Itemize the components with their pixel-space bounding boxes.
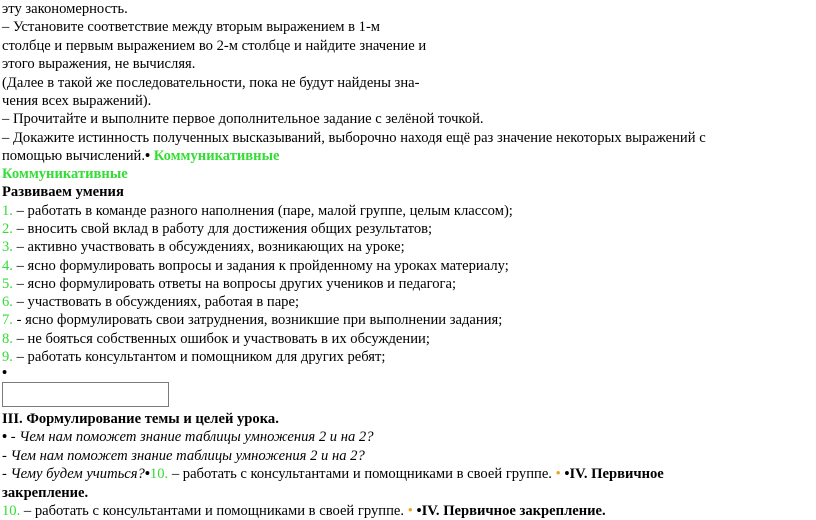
section3-heading: III. Формулирование темы и целей урока. <box>2 411 279 427</box>
intro-line-4: этого выражения, не вычисляя. <box>2 56 196 72</box>
intro-line-1: эту закономерность. <box>2 1 128 17</box>
skill-num: 4. <box>2 258 13 274</box>
question-line-3 <box>2 465 664 483</box>
intro-line-5: (Далее в такой же последовательности, пока не будут найдены зна- <box>2 75 420 91</box>
item10-text: – работать с консультантами и помощниками в своей группе. <box>168 466 556 482</box>
skill-text: – участвовать в обсуждениях, работая в паре; <box>12 294 299 310</box>
bullet-icon: • <box>416 503 422 519</box>
komm-heading: Коммуникативные <box>2 166 128 182</box>
skill-item-6 <box>2 293 299 311</box>
skill-item-7 <box>2 311 502 329</box>
skill-text: – работать консультантом и помощником для других ребят; <box>12 349 386 365</box>
skill-num: 8. <box>2 331 13 347</box>
intro-line-8: – Докажите истинность полученных высказываний, выборочно находя ещё раз значение некоторых выражений с <box>2 130 706 146</box>
bullet-icon: • <box>144 466 150 482</box>
item10-line <box>2 502 606 520</box>
skill-num: 5. <box>2 276 13 292</box>
bullet-icon: • <box>2 365 8 381</box>
question-line-1 <box>2 428 374 446</box>
intro-line-7: – Прочитайте и выполните первое дополнительное задание с зелёной точкой. <box>2 111 484 127</box>
intro-line-3: столбце и первым выражением во 2-м столбце и найдите значение и <box>2 38 427 54</box>
line9-text: помощью вычислений. <box>2 148 145 164</box>
komm-inline-label: Коммуникативные <box>153 148 280 164</box>
skill-num: 9. <box>2 349 13 365</box>
item10-num: 10. <box>149 466 169 482</box>
bullet-icon: • <box>564 466 570 482</box>
question-text: - Чему будем учиться? <box>2 466 145 482</box>
item10-text: – работать с консультантами и помощниками в своей группе. <box>20 503 408 519</box>
orange-bullet-icon: • <box>407 503 413 519</box>
section4-heading-cont: закрепление. <box>2 485 89 501</box>
bullet-icon: • <box>2 429 8 445</box>
intro-line-2: – Установите соответствие между вторым выражением в 1-м <box>2 19 381 35</box>
question-line-2: - Чем нам поможет знание таблицы умножения 2 и на 2? <box>2 448 365 464</box>
section4-heading: IV. Первичное <box>569 466 664 482</box>
skill-item-3 <box>2 238 405 256</box>
bullet-icon: • <box>144 148 151 164</box>
skill-num: 6. <box>2 294 13 310</box>
intro-line-6: чения всех выражений). <box>2 93 152 109</box>
question-text: - Чем нам поможет знание таблицы умножения 2 и на 2? <box>7 429 374 445</box>
skill-text: – вносить свой вклад в работу для достижения общих результатов; <box>12 221 433 237</box>
skill-item-9 <box>2 348 385 366</box>
skill-text: – ясно формулировать ответы на вопросы других учеников и педагога; <box>12 276 457 292</box>
skill-num: 7. <box>2 312 13 328</box>
skill-num: 3. <box>2 239 13 255</box>
skill-text: – ясно формулировать вопросы и задания к пройденному на уроках материалу; <box>12 258 509 274</box>
skill-num: 2. <box>2 221 13 237</box>
skill-item-8 <box>2 330 430 348</box>
skill-item-2 <box>2 220 432 238</box>
empty-text-box <box>2 382 169 407</box>
skill-item-5 <box>2 275 456 293</box>
orange-bullet-icon: • <box>555 466 561 482</box>
section4-heading-full: IV. Первичное закрепление. <box>421 503 606 519</box>
intro-line-9 <box>2 147 279 165</box>
skill-text: – работать в команде разного наполнения (паре, малой группе, целым классом); <box>12 203 513 219</box>
skill-text: – не бояться собственных ошибок и участвовать в их обсуждении; <box>12 331 430 347</box>
skill-num: 1. <box>2 203 13 219</box>
skill-text: – активно участвовать в обсуждениях, возникающих на уроке; <box>12 239 405 255</box>
skill-item-1 <box>2 202 513 220</box>
skill-item-4 <box>2 257 509 275</box>
skill-text: - ясно формулировать свои затруднения, возникшие при выполнении задания; <box>12 312 503 328</box>
skills-heading: Развиваем умения <box>2 184 124 200</box>
item10-num: 10. <box>2 503 21 519</box>
